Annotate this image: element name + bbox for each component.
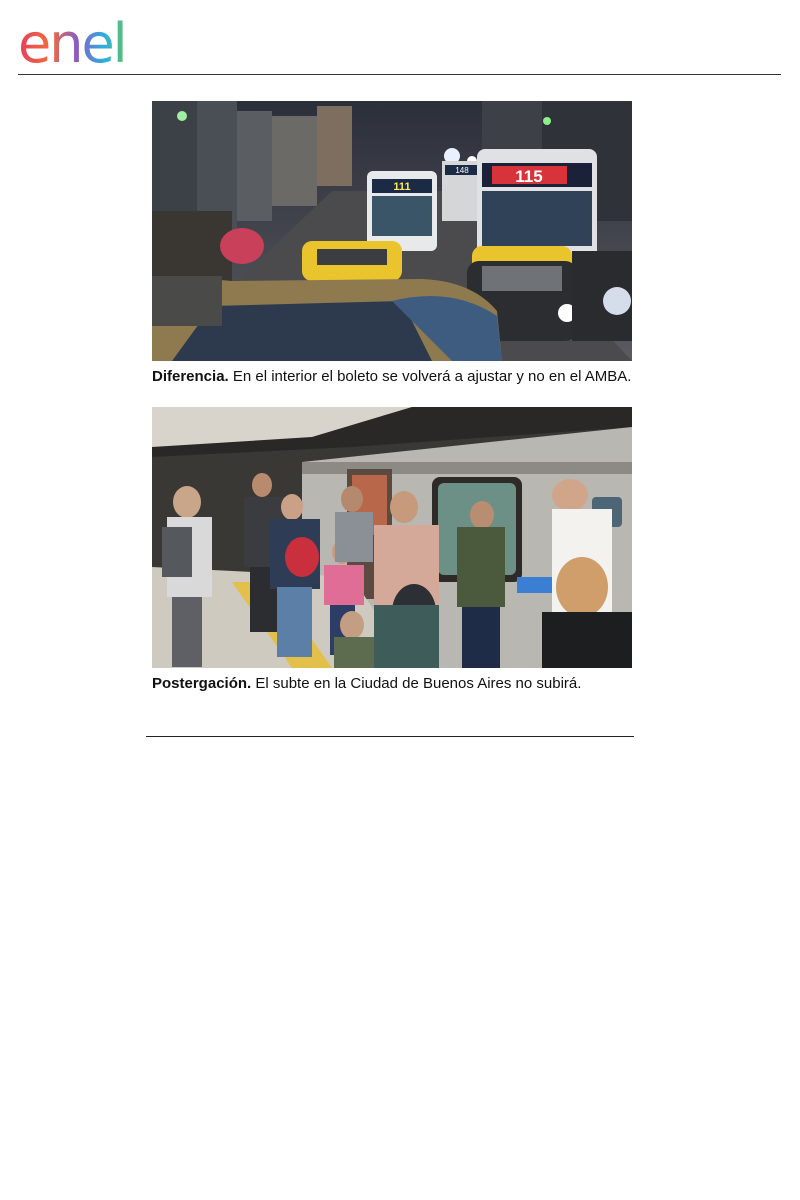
photo-subway-platform	[152, 407, 632, 668]
caption-text: El subte en la Ciudad de Buenos Aires no subirá.	[251, 675, 582, 692]
logo-wordmark: enel	[18, 12, 126, 70]
photo-street-traffic	[152, 101, 632, 361]
photo-caption	[152, 368, 642, 386]
bus-sign-111: 111	[393, 181, 411, 193]
bus-sign-small: 148	[455, 166, 469, 175]
caption-text: En el interior el boleto se volverá a ajustar y no en el AMBA.	[228, 368, 632, 385]
bus-sign-115: 115	[515, 167, 543, 186]
photo-caption	[152, 675, 642, 693]
section-divider	[146, 736, 634, 737]
enel-logo	[18, 6, 188, 70]
header-divider	[18, 74, 781, 75]
caption-lead: Diferencia.	[152, 368, 229, 385]
caption-lead: Postergación.	[152, 675, 252, 692]
page-header	[0, 0, 800, 80]
